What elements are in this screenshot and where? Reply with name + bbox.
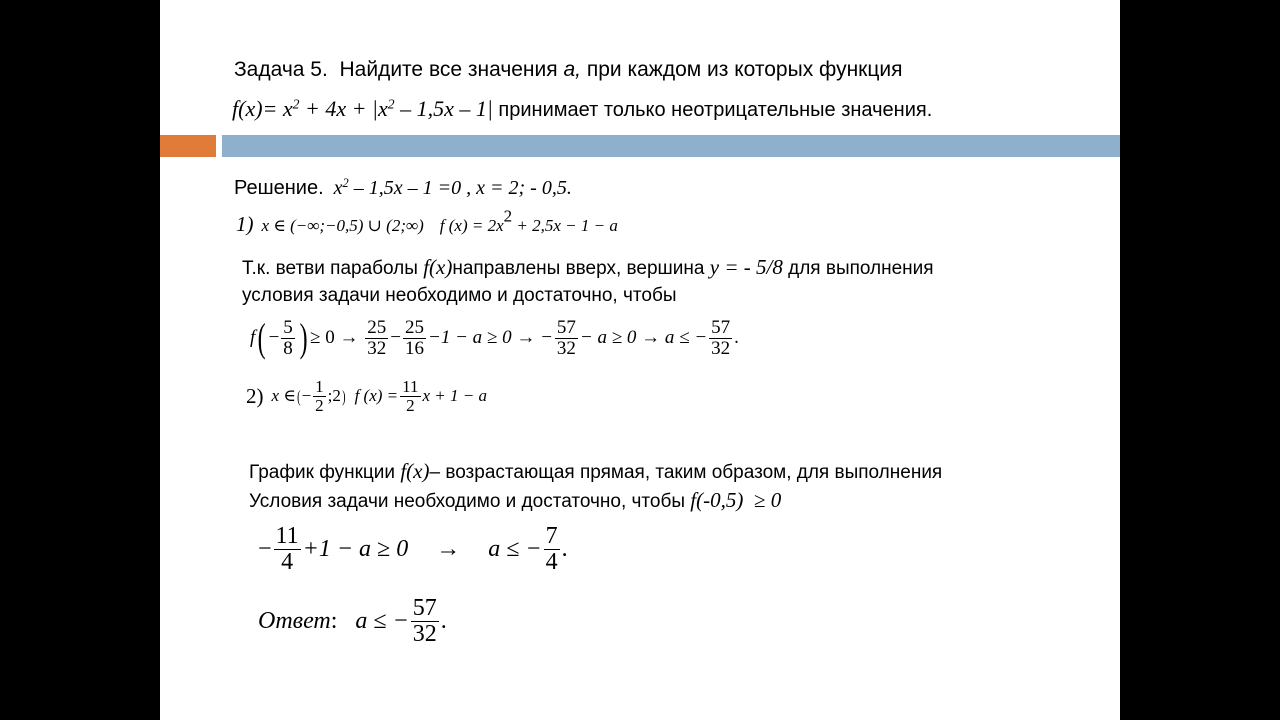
ineq1-frac-57-32: $\frac{57}{32}$	[556, 317, 576, 359]
para1-line2: условия задачи необходимо и достаточно, чтобы	[242, 285, 677, 306]
case1-func-rest: + 2,5x − 1 − a	[512, 216, 618, 235]
case2-line	[246, 378, 487, 415]
case2-frac-1-2: $\frac{1}{2}$	[315, 377, 324, 415]
case2-frac-11-2: $\frac{11}{2}$	[402, 377, 419, 415]
para1-a: Т.к. ветви параболы	[242, 258, 424, 279]
ineq1-mn: −	[390, 327, 401, 349]
accent-bar-orange	[160, 135, 216, 157]
inequality-2	[258, 524, 568, 575]
answer-colon: :	[330, 608, 338, 635]
para2-line2	[249, 488, 781, 513]
task-heading: Задача 5.	[234, 58, 328, 81]
case1-sq: 2	[503, 206, 513, 226]
inequality-1	[250, 315, 739, 361]
para2-a: График функции	[249, 462, 401, 483]
answer-frac-57-32: $\frac{57}{32}$	[412, 595, 437, 648]
solution-label: Решение.	[234, 177, 324, 199]
case1-func: f (x) = 2x	[439, 216, 504, 235]
case2-lparen: (	[297, 386, 301, 406]
para2-cond: f(-0,5)	[690, 488, 744, 512]
ineq2-dot: .	[561, 536, 568, 563]
case1-label: 1)	[236, 212, 254, 236]
ineq2-arrow: →	[436, 536, 461, 563]
case2-label: 2)	[246, 383, 264, 408]
func-sq: 2	[292, 96, 300, 112]
case2-rest: x + 1 − a	[422, 386, 487, 406]
solution-sq: 2	[342, 176, 349, 191]
task-function	[232, 96, 932, 122]
task-prompt-end: при каждом из которых функция	[581, 58, 903, 81]
para1-line1	[242, 255, 934, 280]
case2-x-in: x ∈	[271, 386, 296, 406]
ineq1-rest1: −1 − a ≥ 0 → −	[428, 327, 553, 349]
ineq2-a-le: a ≤ −	[488, 536, 542, 563]
solution-line	[234, 177, 572, 200]
para1-y: y = - 5/8	[709, 255, 783, 279]
answer-a-le: a ≤ −	[355, 608, 409, 635]
case2-semi2: ;2	[327, 386, 341, 406]
ineq2-frac-7-4: $\frac{7}{4}$	[545, 523, 558, 576]
para2-ge: ≥ 0	[753, 488, 782, 512]
func-tail2: – 1,5x – 1|	[394, 96, 493, 121]
ineq1-frac-25-16: $\frac{25}{16}$	[405, 317, 424, 359]
ineq1-rparen: )	[299, 315, 308, 361]
para2-line2-text: Условия задачи необходимо и достаточно, чтобы	[249, 491, 691, 512]
ineq1-frac-25-32: $\frac{25}{32}$	[367, 317, 387, 359]
solution-equation: x	[333, 177, 343, 199]
case1-domain: x ∈ (−∞;−0,5) ∪ (2;∞)	[261, 216, 424, 235]
para1-c: для выполнения	[782, 258, 934, 279]
func-desc: принимает только неотрицательные значения.	[492, 99, 933, 121]
func-eq: = x	[262, 96, 293, 121]
ineq1-frac-5-8: $\frac{5}{8}$	[283, 317, 293, 359]
func-lhs: f(x)	[232, 96, 263, 121]
accent-bar-blue	[222, 135, 1120, 157]
ineq1-frac-57-32-final: $\frac{57}{32}$	[711, 317, 731, 359]
task-prompt-start: Найдите все значения	[339, 58, 564, 81]
para2-line1	[249, 459, 942, 484]
case1-line	[236, 206, 618, 237]
para2-b: – возрастающая прямая, таким образом, для выполнения	[429, 462, 943, 483]
ineq2-rest: +1 − a ≥ 0	[302, 536, 409, 563]
task-param: a,	[563, 58, 581, 81]
ineq1-lparen: (	[257, 315, 266, 361]
ineq1-ge0: ≥ 0 →	[310, 327, 359, 349]
answer-label: Ответ	[258, 608, 331, 635]
answer-dot: .	[440, 608, 447, 635]
para1-b: направлены вверх, вершина	[452, 258, 710, 279]
ineq1-f: f	[250, 327, 256, 349]
ineq1-minus: −	[268, 327, 280, 349]
solution-eq-rest: – 1,5x – 1 =0 , x = 2; - 0,5.	[348, 177, 572, 199]
ineq2-minus: −	[258, 536, 272, 563]
func-tail: + 4x + |x	[299, 96, 388, 121]
ineq1-dot: .	[734, 327, 739, 349]
para2-f: f(x)	[400, 459, 430, 483]
para1-f: f(x)	[423, 255, 453, 279]
ineq2-frac-11-4: $\frac{11}{4}$	[275, 523, 299, 576]
slide	[160, 0, 1120, 720]
case2-f-eq: f (x) =	[354, 386, 399, 406]
task-line-1	[234, 58, 903, 82]
answer	[258, 596, 447, 647]
case2-minus: −	[301, 386, 312, 406]
func-sq2: 2	[387, 96, 395, 112]
case2-rparen: )	[342, 386, 346, 406]
ineq1-rest2: − a ≥ 0 → a ≤ −	[579, 327, 708, 349]
